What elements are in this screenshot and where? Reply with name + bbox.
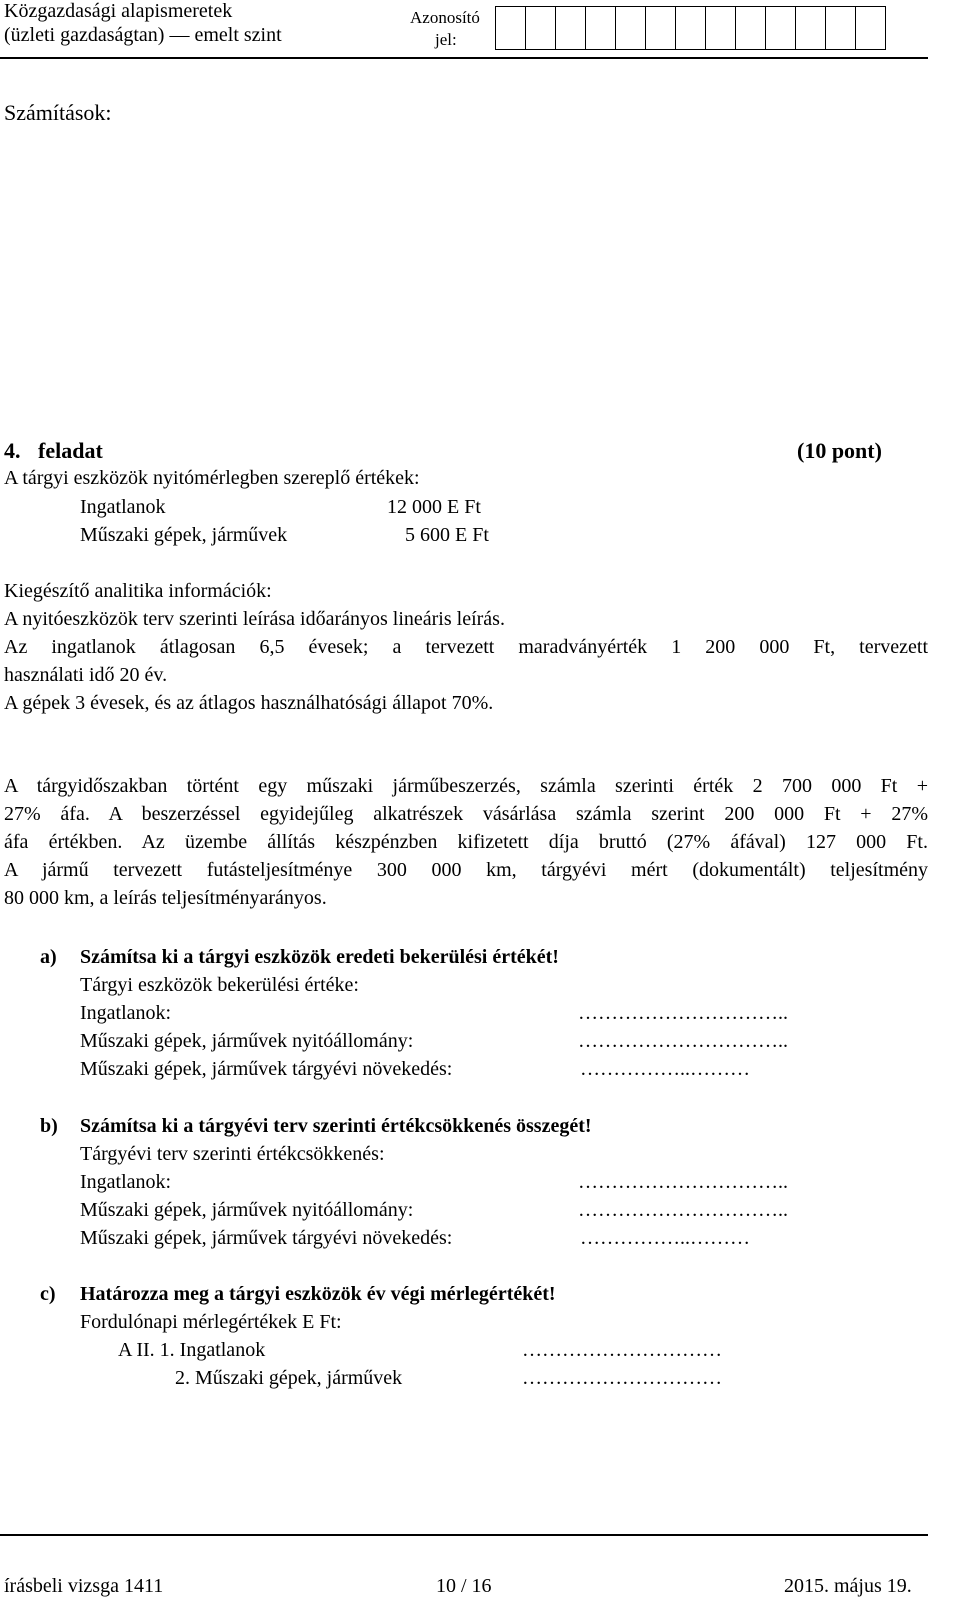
- question-c-subtitle: Fordulónapi mérlegértékek E Ft:: [80, 1311, 342, 1333]
- analytics-title: Kiegészítő analitika információk:: [4, 580, 272, 602]
- opening-label-machines: Műszaki gépek, járművek: [80, 524, 288, 546]
- opening-value-real-estate: 12 000 E Ft: [387, 496, 481, 518]
- footer-divider: [0, 1534, 928, 1536]
- header-divider: [0, 57, 928, 59]
- id-box[interactable]: [705, 6, 736, 50]
- id-boxes: [496, 6, 886, 50]
- opening-label-real-estate: Ingatlanok: [80, 496, 166, 518]
- opening-intro: A tárgyi eszközök nyitómérlegben szereplő értékek:: [4, 467, 420, 489]
- a-row-label-2: Műszaki gépek, járművek nyitóállomány:: [80, 1030, 414, 1052]
- a-row-answer-3[interactable]: ……………..………: [580, 1058, 750, 1080]
- question-b-text: Számítsa ki a tárgyévi terv szerinti értékcsökkenés összegét!: [80, 1115, 592, 1137]
- id-box[interactable]: [645, 6, 676, 50]
- id-box[interactable]: [765, 6, 796, 50]
- subject-level: (üzleti gazdaságtan) — emelt szint: [4, 24, 282, 46]
- id-box[interactable]: [825, 6, 856, 50]
- a-row-label-3: Műszaki gépek, járművek tárgyévi növekedés:: [80, 1058, 453, 1080]
- question-c-letter: c): [40, 1283, 56, 1305]
- b-row-label-1: Ingatlanok:: [80, 1171, 172, 1193]
- subject-title: Közgazdasági alapismeretek: [4, 0, 233, 22]
- question-b-subtitle: Tárgyévi terv szerinti értékcsökkenés:: [80, 1143, 385, 1165]
- id-box[interactable]: [735, 6, 766, 50]
- analytics-line-1: A nyitóeszközök terv szerinti leírása időarányos lineáris leírás.: [4, 608, 505, 630]
- id-box[interactable]: [795, 6, 826, 50]
- paragraph-line-2: 27% áfa. A beszerzéssel egyidejűleg alkatrészek vásárlása számla szerint 200 000 Ft + 27%: [4, 803, 928, 825]
- analytics-line-2-cont: használati idő 20 év.: [4, 664, 168, 686]
- id-box[interactable]: [585, 6, 616, 50]
- paragraph-line-5: 80 000 km, a leírás teljesítményarányos.: [4, 887, 327, 909]
- question-a-text: Számítsa ki a tárgyi eszközök eredeti bekerülési értékét!: [80, 946, 559, 968]
- a-row-label-1: Ingatlanok:: [80, 1002, 172, 1024]
- id-box[interactable]: [855, 6, 886, 50]
- b-row-answer-1[interactable]: …………………………..: [578, 1171, 788, 1193]
- id-box[interactable]: [495, 6, 526, 50]
- analytics-line-2: Az ingatlanok átlagosan 6,5 évesek; a tervezett maradványérték 1 200 000 Ft, tervezett: [4, 636, 928, 658]
- id-box[interactable]: [615, 6, 646, 50]
- b-row-answer-3[interactable]: ……………..………: [580, 1227, 750, 1249]
- question-a-subtitle: Tárgyi eszközök bekerülési értéke:: [80, 974, 359, 996]
- id-label-suffix: jel:: [435, 30, 457, 49]
- task-number: 4.: [4, 438, 21, 463]
- task-points: (10 pont): [797, 438, 882, 463]
- task-title: feladat: [38, 438, 103, 463]
- footer-date: 2015. május 19.: [784, 1575, 912, 1597]
- opening-value-machines: 5 600 E Ft: [405, 524, 489, 546]
- footer-exam-code: írásbeli vizsga 1411: [4, 1575, 164, 1597]
- id-box[interactable]: [555, 6, 586, 50]
- a-row-answer-1[interactable]: …………………………..: [578, 1002, 788, 1024]
- c-row-answer-1[interactable]: …………………………: [522, 1339, 722, 1361]
- analytics-line-3: A gépek 3 évesek, és az átlagos használhatósági állapot 70%.: [4, 692, 494, 714]
- calculations-label: Számítások:: [4, 100, 112, 125]
- id-label: Azonosító: [410, 8, 480, 27]
- question-b-letter: b): [40, 1115, 58, 1137]
- paragraph-line-3: áfa értékben. Az üzembe állítás készpénzben kifizetett díja bruttó (27% áfával) 127 000 Ft.: [4, 831, 928, 853]
- id-box[interactable]: [525, 6, 556, 50]
- paragraph-line-1: A tárgyidőszakban történt egy műszaki járműbeszerzés, számla szerinti érték 2 700 000 Ft +: [4, 775, 928, 797]
- b-row-label-2: Műszaki gépek, járművek nyitóállomány:: [80, 1199, 414, 1221]
- question-c-text: Határozza meg a tárgyi eszközök év végi mérlegértékét!: [80, 1283, 556, 1305]
- a-row-answer-2[interactable]: …………………………..: [578, 1030, 788, 1052]
- paragraph-line-4: A jármű tervezett futásteljesítménye 300 000 km, tárgyévi mért (dokumentált) teljesítmény: [4, 859, 928, 881]
- footer-page-number: 10 / 16: [436, 1575, 492, 1597]
- question-a-letter: a): [40, 946, 57, 968]
- id-box[interactable]: [675, 6, 706, 50]
- b-row-answer-2[interactable]: …………………………..: [578, 1199, 788, 1221]
- c-row-answer-2[interactable]: …………………………: [522, 1367, 722, 1389]
- b-row-label-3: Műszaki gépek, járművek tárgyévi növekedés:: [80, 1227, 453, 1249]
- c-row-label-1: A II. 1. Ingatlanok: [118, 1339, 266, 1361]
- c-row-label-2: 2. Műszaki gépek, járművek: [175, 1367, 403, 1389]
